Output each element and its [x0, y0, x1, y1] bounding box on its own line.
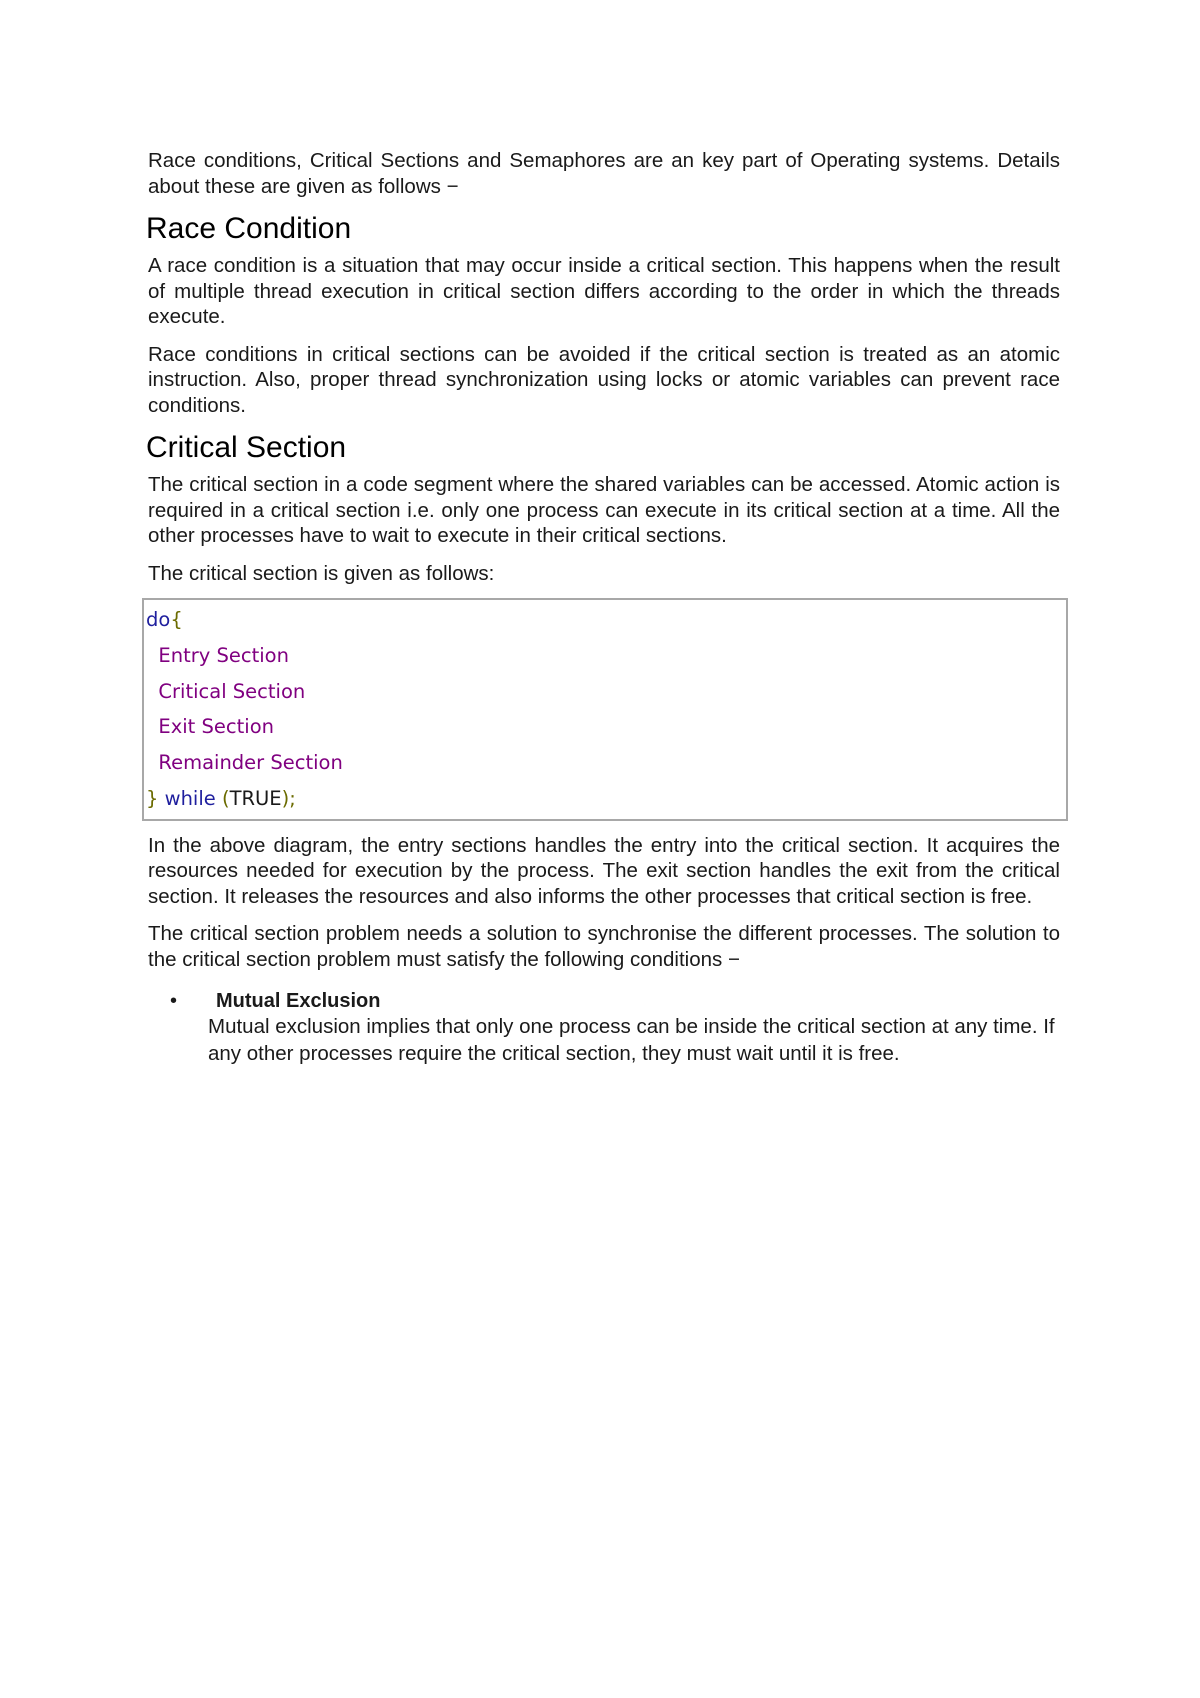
diagram-explanation-paragraph: In the above diagram, the entry sections handles the entry into the critical section. It acquires the resources needed for execution by the process. The exit section handles the exit from the critical section. It releases the resources and also informs the other processes that critical section is free. [148, 833, 1060, 908]
code-line-remainder [146, 745, 1062, 781]
document-page [148, 148, 1060, 1067]
race-condition-heading: Race Condition [146, 212, 352, 245]
conditions-list [148, 988, 1060, 1067]
code-line-critical [146, 674, 1062, 710]
code-line-entry [146, 638, 1062, 674]
critical-section-paragraph-1: The critical section in a code segment where the shared variables can be accessed. Atomic action is required in a critical section i.e. only one process can execute in its critical section at a time. All the other processes have to wait to execute in their critical sections. [148, 473, 1060, 547]
code-exit-section: Exit Section [158, 715, 274, 739]
critical-section-paragraph-2: The critical section is given as follows: [148, 561, 495, 585]
condition-title: Mutual Exclusion [216, 990, 381, 1013]
code-keyword-do: do [146, 608, 171, 631]
code-remainder-section: Remainder Section [158, 751, 343, 775]
code-critical-section: Critical Section [158, 679, 306, 703]
code-block [142, 598, 1068, 821]
race-condition-paragraph-2: Race conditions in critical sections can be avoided if the critical section is treated as an atomic instruction. Also, proper thread synchronization using locks or atomic variables can prevent race conditions. [148, 342, 1060, 417]
condition-text: Mutual exclusion implies that only one process can be inside the critical section at any time. If any other processes require the critical section, they must wait until it is free. [208, 1015, 1055, 1065]
race-condition-paragraph-1: A race condition is a situation that may occur inside a critical section. This happens when the result of multiple thread execution in critical section differs according to the order in which the threads execute. [148, 254, 1060, 328]
list-item [148, 988, 1060, 1067]
code-line-exit [146, 709, 1062, 745]
conditions-intro-paragraph: The critical section problem needs a solution to synchronise the different processes. The solution to the critical section problem must satisfy the following conditions − [148, 922, 1060, 971]
code-open-brace: { [170, 608, 183, 631]
intro-paragraph: Race conditions, Critical Sections and Semaphores are an key part of Operating systems. Details about these are given as follows − [148, 149, 1060, 198]
code-close-paren: ); [281, 786, 296, 810]
critical-section-heading: Critical Section [146, 431, 347, 464]
code-line-while [146, 781, 1062, 817]
code-condition: TRUE [229, 786, 282, 810]
code-close-brace: } [146, 786, 159, 810]
code-open-paren: ( [221, 786, 230, 810]
bullet-icon: • [170, 990, 178, 1013]
code-keyword-while: while [164, 786, 216, 810]
code-entry-section: Entry Section [158, 643, 289, 667]
code-line-do [146, 602, 1062, 638]
